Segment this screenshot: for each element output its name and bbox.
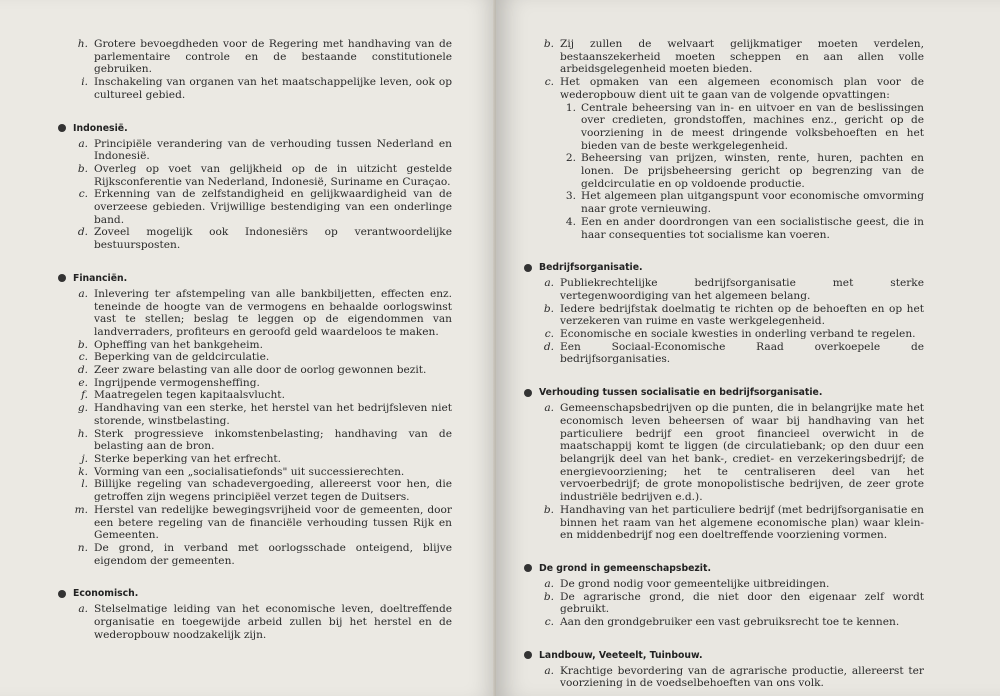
item-letter: b. (543, 302, 554, 315)
item-text: De grond nodig voor gemeentelijke uitbreidingen. (560, 577, 830, 590)
item-letter: a. (544, 402, 554, 415)
item-text: Publiekrechtelijke bedrijfsorganisatie met sterke vertegenwoordiging van het algemeen belang. (560, 277, 924, 302)
list-item (60, 453, 452, 466)
item-text: Stelselmatige leiding van het economische leven, doeltreffende organisatie en toegewijde arbeid zullen bij het herstel en de wederopbouw noodzakelijk zijn. (94, 603, 452, 641)
list-item (60, 364, 452, 377)
list-item (526, 402, 924, 504)
list-item (60, 138, 452, 163)
item-letter: b. (543, 503, 554, 516)
item-letter: c. (544, 76, 554, 89)
item-text: Sterk progressieve inkomstenbelasting; handhaving van de belasting aan de bron. (94, 427, 452, 453)
item-letter: a. (544, 577, 554, 590)
list-item (60, 226, 452, 251)
bullet-icon (58, 274, 66, 282)
list-item (60, 377, 452, 390)
list-item (526, 504, 924, 542)
left-column (60, 38, 452, 641)
section-heading (60, 123, 452, 134)
item-text: Gemeenschapsbedrijven op die punten, die in belangrijke mate het economisch leven beheersen of waar bij handhaving van het particuliere bedrijf een groot financieel overwicht in de maatschappij komt te liggen (de circulatiebank; op den duur een belangrijk deel van het bank-, crediet- en verzekeringsbedrijf; de energievoorziening; het te centraliseren deel van het vervoerbedrijf; de grote monopolistische bedrijven, de zeer grote industriële bedrijven e.d.). (560, 402, 924, 504)
item-text: Inlevering ter afstempeling van alle bankbiljetten, effecten enz. teneinde de hoogte van de vermogens en behaalde oorlogswinst vast te stellen; beslag te leggen op de eigendommen van landverraders, profiteurs en geroofd geld waardeloos te maken. (94, 287, 452, 338)
list-item (60, 288, 452, 339)
list-item (526, 616, 924, 629)
item-letter: c. (544, 616, 554, 629)
section-heading (60, 273, 452, 284)
bullet-icon (58, 124, 66, 132)
list-item (60, 542, 452, 567)
item-text: De agrarische grond, die niet door den eigenaar zelf wordt gebruikt. (560, 590, 924, 616)
list-item (60, 188, 452, 226)
bullet-icon (524, 651, 532, 659)
plan-points (554, 102, 924, 242)
item-text: Ingrijpende vermogensheffing. (94, 376, 260, 389)
item-letter: h. (77, 427, 88, 440)
plan-point (554, 102, 924, 153)
item-letter: a. (78, 137, 88, 150)
section-heading-text: De grond in gemeenschapsbezit. (539, 562, 711, 574)
item-text: Opheffing van het bankgeheim. (94, 338, 263, 351)
item-text: Krachtige bevordering van de agrarische productie, allereerst ter voorziening in de voedselbehoeften van ons volk. (560, 664, 924, 690)
plan-point (554, 216, 924, 241)
section-heading (526, 650, 924, 661)
list-item (60, 389, 452, 402)
item-text: Handhaving van het particuliere bedrijf (met bedrijfsorganisatie en binnen het raam van het algemene economische plan) waar klein- en middenbedrijf nog een doeltreffende voorziening vormen. (560, 503, 924, 542)
item-letter: k. (78, 465, 88, 478)
section-heading (526, 387, 924, 398)
item-text: Economische en sociale kwesties in onderling verband te regelen. (560, 328, 916, 341)
list-item (60, 428, 452, 453)
plan-point (554, 152, 924, 190)
item-text: Herstel van redelijke bewegingsvrijheid voor de gemeenten, door een betere regeling van de financiële verhouding tussen Rijk en Gemeenten. (94, 503, 452, 542)
right-page (496, 0, 1000, 696)
item-letter: b. (77, 338, 88, 351)
plan-point-number: 2. (565, 152, 576, 165)
item-letter: c. (544, 328, 554, 341)
item-letter: c. (78, 351, 88, 364)
item-letter: a. (544, 277, 554, 290)
item-letter: h. (77, 38, 88, 50)
item-letter: l. (81, 478, 88, 491)
item-text: Beperking van de geldcirculatie. (94, 351, 270, 364)
item-letter: d. (543, 340, 554, 353)
item-letter: d. (77, 364, 88, 377)
section-heading (60, 588, 452, 599)
list-item (60, 351, 452, 364)
item-text: Inschakeling van organen van het maatschappelijke leven, ook op cultureel gebied. (94, 76, 452, 101)
list-item (526, 591, 924, 616)
item-text: Handhaving van een sterke, het herstel van het bedrijfsleven niet storende, winstbelasting. (94, 402, 452, 427)
item-letter: g. (77, 402, 88, 415)
section-heading-text: Bedrijfsorganisatie. (539, 262, 643, 274)
item-letter: a. (544, 664, 554, 677)
list-item (60, 603, 452, 641)
item-text: Een Sociaal-Economische Raad overkoepele de bedrijfsorganisaties. (560, 340, 924, 366)
plan-point-text: Een en ander doordrongen van een socialistische geest, die in haar consequenties tot socialisme kan voeren. (581, 215, 924, 241)
section-heading-text: Indonesië. (73, 122, 128, 134)
plan-point-number: 3. (565, 190, 576, 203)
right-column (526, 38, 924, 690)
list-item (60, 466, 452, 479)
list-item (60, 76, 452, 101)
plan-point-text: Het algemeen plan uitgangspunt voor economische omvorming naar grote vernieuwing. (581, 190, 924, 216)
list-item (60, 339, 452, 352)
list-item (526, 38, 924, 76)
plan-point-text: Beheersing van prijzen, winsten, rente, huren, pachten en lonen. De prijsbeheersing gericht op begrenzing van de geldcirculatie en op voldoende productie. (581, 152, 924, 190)
item-letter: d. (77, 226, 88, 239)
item-text: Zeer zware belasting van alle door de oorlog gewonnen bezit. (94, 364, 427, 377)
plan-point (554, 190, 924, 215)
item-text: Overleg op voet van gelijkheid op de in uitzicht gestelde Rijksconferentie van Nederland, Indonesië, Suriname en Curaçao. (94, 162, 452, 188)
item-letter: a. (78, 603, 88, 616)
item-text: Iedere bedrijfstak doelmatig te richten op de behoeften en op het verzekeren van ruime en vaste werkgelegenheid. (560, 302, 924, 328)
list-item (60, 38, 452, 76)
bullet-icon (58, 590, 66, 598)
section-heading-text: Financiën. (73, 272, 128, 284)
list-item (60, 478, 452, 503)
item-text: Erkenning van de zelfstandigheid en gelijkwaardigheid van de overzeese gebieden. Vrijwillige bestendiging van een onderlinge band. (94, 188, 452, 226)
item-letter: n. (77, 541, 88, 554)
item-text: Principiële verandering van de verhouding tussen Nederland en Indonesië. (94, 137, 452, 163)
list-item (60, 504, 452, 542)
item-text: De grond, in verband met oorlogsschade onteigend, blijve eigendom der gemeenten. (94, 541, 452, 567)
item-letter: b. (77, 162, 88, 175)
item-text: Het opmaken van een algemeen economisch plan voor de wederopbouw dient uit te gaan van de volgende opvattingen: (560, 76, 924, 101)
list-item (526, 578, 924, 591)
section-heading-text: Economisch. (73, 588, 139, 600)
item-text: Zoveel mogelijk ook Indonesiërs op verantwoordelijke bestuursposten. (94, 226, 452, 252)
item-text: Maatregelen tegen kapitaalsvlucht. (94, 389, 285, 402)
plan-point-number: 4. (565, 215, 576, 228)
section-heading (526, 262, 924, 273)
list-item (60, 163, 452, 188)
list-item (526, 341, 924, 366)
item-letter: c. (78, 188, 88, 201)
item-text: Billijke regeling van schadevergoeding, allereerst voor hen, die getroffen zijn wegens principiëel verzet tegen de Duitsers. (94, 478, 452, 504)
plan-point-number: 1. (565, 101, 576, 114)
item-letter: b. (543, 38, 554, 50)
bullet-icon (524, 389, 532, 397)
item-text: Grotere bevoegdheden voor de Regering met handhaving van de parlementaire controle en de bestaande constitutionele gebruiken. (94, 38, 452, 76)
item-letter: f. (81, 389, 88, 402)
bullet-icon (524, 564, 532, 572)
item-letter: e. (78, 376, 88, 389)
section-heading-text: Verhouding tussen socialisatie en bedrijfsorganisatie. (539, 387, 823, 399)
item-letter: i. (81, 76, 88, 89)
item-letter: m. (74, 503, 88, 516)
list-item (526, 328, 924, 341)
bullet-icon (524, 264, 532, 272)
list-item (526, 665, 924, 690)
list-item (526, 76, 924, 101)
item-text: Vorming van een „socialisatiefonds" uit successierechten. (94, 465, 405, 478)
item-text: Zij zullen de welvaart gelijkmatiger moeten verdelen, bestaanszekerheid moeten scheppen en aan allen volle arbeidsgelegenheid moeten bieden. (560, 38, 924, 76)
section-heading (526, 563, 924, 574)
plan-point-text: Centrale beheersing van in- en uitvoer en van de beslissingen over credieten, grondstoffen, machines enz., gericht op de voorziening in de meest dringende volksbehoeften en het bieden van de beste werkgelegenheid. (581, 101, 924, 152)
list-item (526, 277, 924, 302)
item-letter: j. (81, 452, 88, 465)
list-item (526, 303, 924, 328)
list-item (60, 402, 452, 427)
item-letter: a. (78, 287, 88, 300)
left-page (0, 0, 496, 696)
item-letter: b. (543, 590, 554, 603)
section-heading-text: Landbouw, Veeteelt, Tuinbouw. (539, 649, 703, 661)
item-text: Sterke beperking van het erfrecht. (94, 452, 282, 465)
item-text: Aan den grondgebruiker een vast gebruiksrecht toe te kennen. (560, 616, 900, 629)
